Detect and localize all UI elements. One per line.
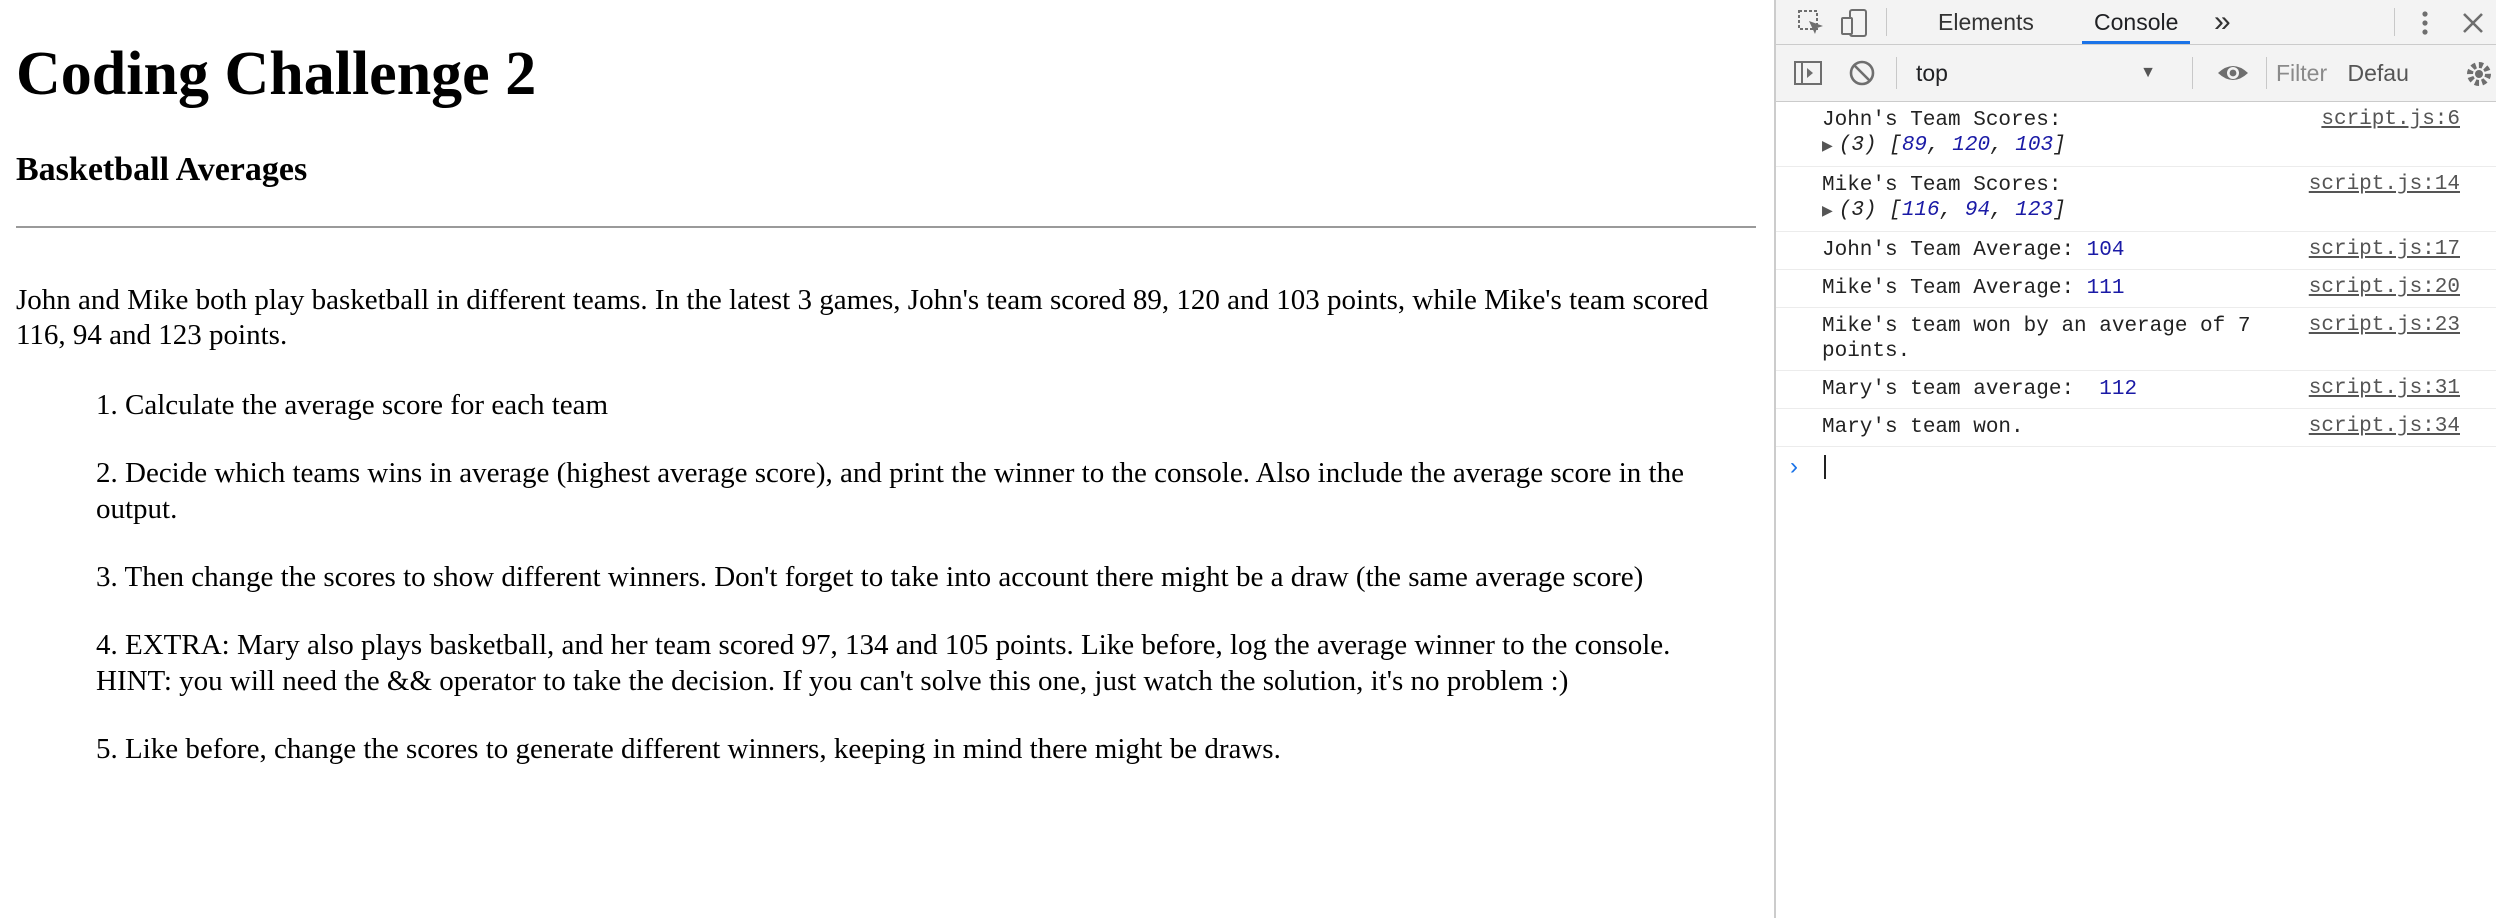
console-message-text: Mike's team won by an average of 7 points.	[1822, 315, 2251, 363]
array-value: 89	[1901, 134, 1928, 157]
console-prompt[interactable]	[1776, 447, 2496, 487]
task-list	[16, 387, 1736, 767]
tabbar-separator	[1886, 8, 1887, 36]
console-message	[1776, 270, 2496, 308]
array-value: 123	[2015, 199, 2054, 222]
console-message	[1776, 167, 2496, 232]
console-message-text: Mary's team won.	[1822, 416, 2024, 439]
array-value: 94	[1964, 199, 1991, 222]
message-value: 111	[2086, 277, 2125, 300]
console-message	[1776, 371, 2496, 409]
console-message-text: John's Team Scores:	[1822, 109, 2062, 132]
intro-paragraph: John and Mike both play basketball in different teams. In the latest 3 games, John's team scored 89, 120 and 103 points, while Mike's team scored 116, 94 and 123 points.	[16, 284, 1709, 351]
console-array[interactable]: ▶ (3) [89, 120, 103]	[1822, 134, 2066, 157]
array-value: 120	[1952, 134, 1991, 157]
toolbar-separator	[2192, 57, 2193, 89]
source-link[interactable]: script.js:23	[2308, 314, 2460, 337]
context-select-value: top	[1916, 60, 1948, 86]
live-expression-eye-icon[interactable]	[2216, 59, 2250, 92]
expand-triangle-icon[interactable]: ▶	[1822, 139, 1833, 155]
filter-input[interactable]	[2276, 55, 2436, 91]
source-link[interactable]: script.js:14	[2308, 173, 2460, 196]
array-value: 103	[2015, 134, 2054, 157]
source-link[interactable]: script.js:20	[2308, 276, 2460, 299]
console-output	[1776, 102, 2496, 487]
sidebar-toggle-icon[interactable]	[1792, 57, 1824, 94]
settings-gear-icon[interactable]	[2464, 59, 2494, 94]
list-item: 2. Decide which teams wins in average (highest average score), and print the winner to the console. Also include the average score in the output.	[96, 457, 1684, 525]
tabbar-separator	[2394, 8, 2395, 36]
array-value: 116	[1901, 199, 1940, 222]
devtools-tabbar	[1776, 0, 2496, 45]
list-item: 3. Then change the scores to show different winners. Don't forget to take into account there might be a draw (the same average score)	[96, 561, 1644, 593]
prompt-chevron-icon: ›	[1790, 453, 1798, 480]
message-value: 112	[2099, 378, 2138, 401]
log-levels-select[interactable]: Defau	[2347, 60, 2409, 86]
toolbar-separator	[2266, 57, 2267, 89]
console-array[interactable]: ▶ (3) [116, 94, 123]	[1822, 199, 2066, 222]
array-length: (3)	[1838, 134, 1877, 157]
console-message	[1776, 102, 2496, 167]
expand-triangle-icon[interactable]: ▶	[1822, 204, 1833, 220]
devtools-panel	[1774, 0, 2496, 918]
close-icon[interactable]	[2460, 10, 2486, 41]
array-length: (3)	[1838, 199, 1877, 222]
clear-console-icon[interactable]	[1846, 57, 1878, 94]
dropdown-arrow-icon: ▼	[2140, 64, 2156, 81]
kebab-menu-icon[interactable]	[2418, 8, 2432, 43]
list-item: 1. Calculate the average score for each team	[96, 389, 609, 421]
page-subtitle: Basketball Averages	[16, 151, 308, 188]
filter-placeholder: Filter	[2276, 60, 2328, 86]
source-link[interactable]: script.js:31	[2308, 377, 2460, 400]
console-message	[1776, 409, 2496, 447]
text-caret	[1824, 455, 1826, 479]
list-item: 5. Like before, change the scores to generate different winners, keeping in mind there might be draws.	[96, 733, 1281, 765]
source-link[interactable]: script.js:6	[2321, 108, 2460, 131]
list-item: 4. EXTRA: Mary also plays basketball, and her team scored 97, 134 and 105 points. Like before, log the average winner to the console. HINT: you will need the && operator to take the decision. If you can't solve this one, just watch the solution, it's no problem :)	[96, 629, 1671, 697]
console-message	[1776, 308, 2496, 371]
divider	[16, 226, 1756, 228]
source-link[interactable]: script.js:17	[2308, 238, 2460, 261]
page-content	[0, 38, 1773, 767]
console-message-text: Mike's Team Scores:	[1822, 174, 2062, 197]
message-label: John's Team Average:	[1822, 239, 2087, 262]
console-message	[1776, 232, 2496, 270]
console-toolbar	[1776, 45, 2496, 102]
source-link[interactable]: script.js:34	[2308, 415, 2460, 438]
page-title: Coding Challenge 2	[16, 40, 537, 108]
tab-console[interactable]: Console	[2082, 0, 2190, 44]
inspect-element-icon[interactable]	[1796, 8, 1826, 43]
message-label: Mike's Team Average:	[1822, 277, 2087, 300]
device-toolbar-icon[interactable]	[1840, 8, 1870, 43]
context-select[interactable]	[1916, 55, 2166, 91]
message-label: Mary's team average:	[1822, 378, 2100, 401]
more-tabs-icon[interactable]: »	[2214, 5, 2231, 38]
tab-elements[interactable]: Elements	[1938, 9, 2034, 35]
toolbar-separator	[1896, 57, 1897, 89]
message-value: 104	[2086, 239, 2125, 262]
